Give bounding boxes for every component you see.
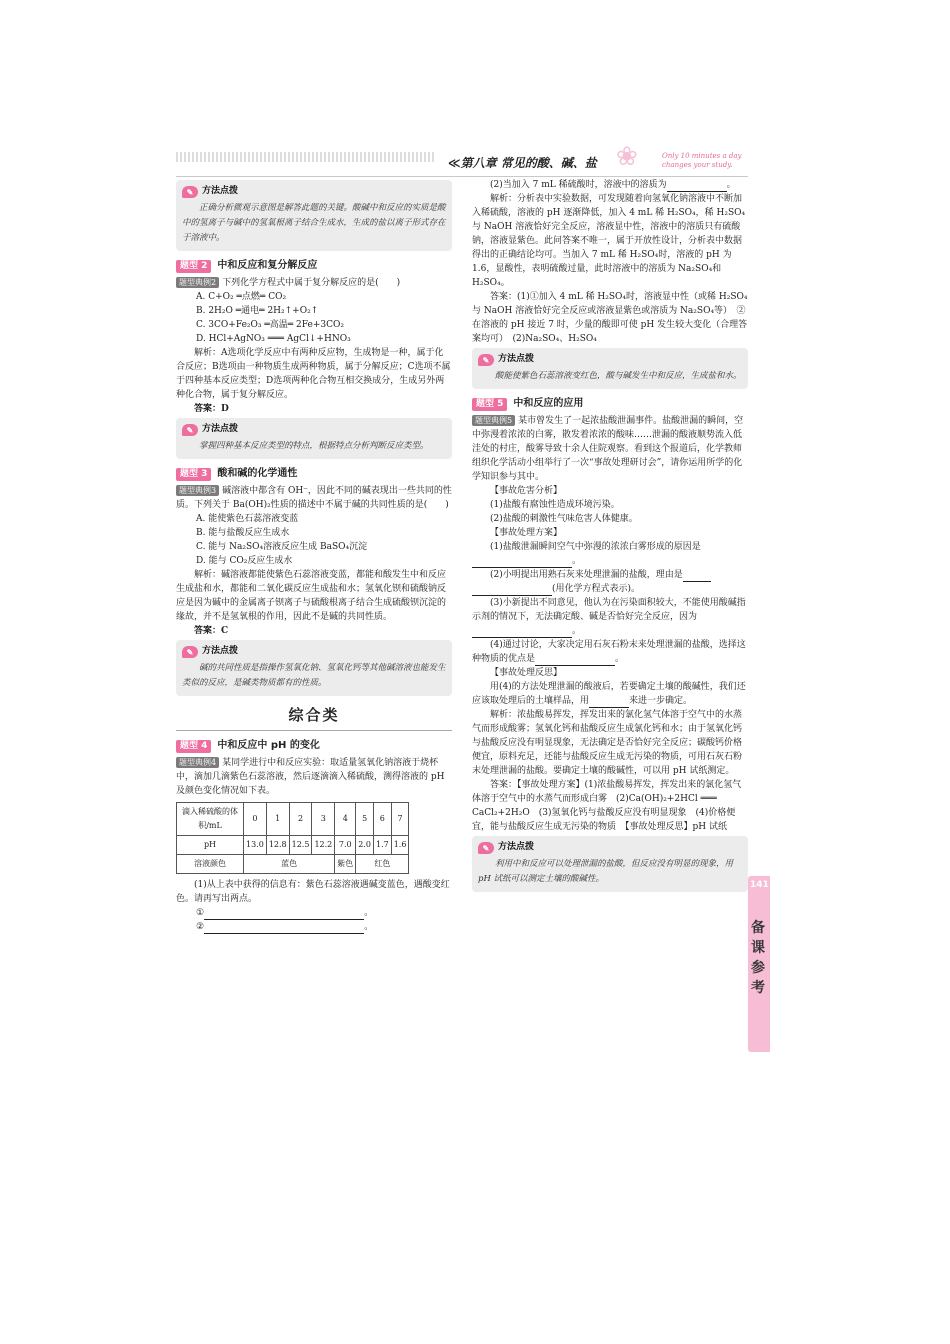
- table-cell: 1: [266, 803, 289, 836]
- left-column: [176, 178, 452, 934]
- example-tag: 题型典例5: [472, 415, 515, 426]
- table-cell: 紫色: [335, 855, 356, 874]
- topic-title: 中和反应的应用: [513, 398, 584, 409]
- speech-bubble-icon: ✎: [182, 186, 198, 198]
- question-text: (2)小明提出用熟石灰来处理泄漏的盐酸，理由是 (用化学方程式表示)。: [472, 568, 748, 596]
- section-title: 综合类: [288, 706, 340, 724]
- topic-heading: [176, 259, 452, 273]
- topic-heading: [176, 739, 452, 753]
- table-cell: 1.7: [373, 836, 391, 855]
- topic-title: 酸和碱的化学通性: [217, 468, 298, 479]
- option-d: D. 能与 CO₂反应生成水: [196, 556, 293, 566]
- method-tip: [176, 640, 452, 696]
- subheading: 【事故处理方案】: [490, 528, 563, 538]
- page-header: [176, 142, 748, 177]
- ph-table: [176, 802, 409, 874]
- table-header: pH: [177, 836, 244, 855]
- blank-line[interactable]: [204, 923, 364, 934]
- tip-text: 碱的共同性质是指操作氢氧化钠、氢氧化钙等其他碱溶液也能发生类似的反应，是碱类物质都有的性质。: [182, 663, 446, 688]
- chapter-title: ≪第八章 常见的酸、碱、盐: [448, 156, 597, 170]
- option-d: D. HCl+AgNO₃ ═══ AgCl↓+HNO₃: [196, 334, 351, 344]
- example-tag: 题型典例2: [176, 277, 219, 288]
- topic-tag: 题型 4: [176, 740, 211, 753]
- option-a: A. C+O₂ ═点燃═ CO₂: [196, 292, 287, 302]
- method-tip: [176, 418, 452, 459]
- table-cell: 2.0: [356, 836, 374, 855]
- question-text: 题型典例3 碱溶液中都含有 OH⁻，因此不同的碱表现出一些共同的性质。下列关于 Ba(OH)₂性质的描述中不属于碱的共同性质的是( ): [176, 486, 452, 510]
- tip-text: 利用中和反应可以处理泄漏的盐酸，但反应没有明显的现象，用 pH 试纸可以测定土壤的酸碱性。: [478, 859, 734, 884]
- table-cell: 蓝色: [244, 855, 335, 874]
- table-cell: 13.0: [244, 836, 267, 855]
- blank-line[interactable]: [204, 909, 364, 920]
- header-slogan: Only 10 minutes a day changes your study.: [662, 152, 742, 169]
- table-cell: 4: [335, 803, 356, 836]
- question-text: (1)盐酸泄漏瞬间空气中弥漫的浓浓白雾形成的原因是。: [472, 540, 748, 568]
- answer-line: ② 。: [196, 922, 374, 932]
- table-header: 滴入稀硫酸的体积/mL: [177, 803, 244, 836]
- tip-text: 正确分析微观示意图是解答此题的关键。酸碱中和反应的实质是酸中的氢离子与碱中的氢氧根离子结合生成水，生成的盐以离子形式存在于溶液中。: [182, 203, 446, 243]
- question-text: (2)当加入 7 mL 稀硫酸时，溶液中的溶质为 。: [490, 180, 736, 190]
- question-text: (3)小新提出不同意见，他认为在污染面积较大，不能使用酸碱指示剂的情况下，无法确定酸、碱是否恰好完全反应，因为。: [472, 598, 746, 636]
- topic-tag: 题型 2: [176, 260, 211, 273]
- list-item: (1)盐酸有腐蚀性造成环境污染。: [490, 500, 620, 510]
- topic-heading: [472, 397, 748, 411]
- page-number: 141: [750, 880, 769, 890]
- question-text: 题型典例4 某同学进行中和反应实验：取适量氢氧化钠溶液于烧杯中，滴加几滴紫色石蕊溶液，然后逐滴滴入稀硫酸，测得溶液的 pH 及颜色变化情况如下表。: [176, 758, 445, 796]
- topic-title: 中和反应中 pH 的变化: [217, 740, 320, 751]
- question-text: 题型典例5 某市曾发生了一起浓盐酸泄漏事件。盐酸泄漏的瞬间，空中弥漫着浓浓的白雾，散发着浓浓的酸味……泄漏的酸液顺势流入低洼处的村庄，酸雾导致十余人住院观察。看到这个报道后，化学教师组织化学活动小组举行了一次“事故处理研讨会”，请你运用所学的化学知识参与其中。: [472, 416, 744, 482]
- speech-bubble-icon: ✎: [478, 354, 494, 366]
- example-tag: 题型典例3: [176, 485, 219, 496]
- blank-line[interactable]: [535, 655, 615, 666]
- answer-text: 答案：【事故处理方案】(1)浓盐酸易挥发，挥发出来的氯化氢气体溶于空气中的水蒸气而形成白雾 (2)Ca(OH)₂+2HCl ═══ CaCl₂+2H₂O (3)氢氧化钙与盐酸反应没有明显现象 (4)价格便宜，能与盐酸反应生成无污染的物质 【事故处理反思】pH 试纸: [472, 780, 742, 832]
- topic-title: 中和反应和复分解反应: [217, 260, 318, 271]
- table-cell: 1.6: [391, 836, 409, 855]
- option-c: C. 3CO+Fe₂O₃ ═高温═ 2Fe+3CO₂: [196, 320, 344, 330]
- blank-line[interactable]: [667, 181, 727, 192]
- table-cell: 12.8: [266, 836, 289, 855]
- answer-line: ① 。: [196, 908, 374, 918]
- question-text: 用(4)的方法处理泄漏的酸液后，若要确定土壤的酸碱性，我们还应该取处理后的土壤样品，用 来进一步确定。: [472, 682, 746, 706]
- table-header: 溶液颜色: [177, 855, 244, 874]
- speech-bubble-icon: ✎: [478, 842, 494, 854]
- divider: [176, 730, 452, 731]
- question-text: 题型典例2 下列化学方程式中属于复分解反应的是( ): [176, 276, 452, 290]
- speech-bubble-icon: ✎: [182, 646, 198, 658]
- tip-text: 酸能使紫色石蕊溶液变红色，酸与碱发生中和反应，生成盐和水。: [495, 371, 742, 381]
- option-b: B. 能与盐酸反应生成水: [196, 528, 290, 538]
- side-label: 备课参考: [751, 920, 765, 996]
- page: [176, 142, 766, 1053]
- table-cell: 7: [391, 803, 409, 836]
- table-cell: 0: [244, 803, 267, 836]
- method-tip: [176, 180, 452, 251]
- table-cell: 2: [289, 803, 312, 836]
- table-cell: 12.5: [289, 836, 312, 855]
- analysis-text: 解析：碱溶液都能使紫色石蕊溶液变蓝，都能和酸发生中和反应生成盐和水，都能和二氧化碳反应生成盐和水；氢氧化钡和硫酸钠反应是因为碱中的金属离子钡离子与硫酸根离子结合生成硫酸钡沉淀的缘故，并不是氢氧根的作用，因此不是碱的共同性质。: [176, 570, 447, 622]
- flower-icon: ❀: [616, 142, 638, 172]
- answer-text: 答案：(1)①加入 4 mL 稀 H₂SO₄时，溶液显中性（或稀 H₂SO₄与 NaOH 溶液恰好完全反应或溶液显紫色或溶质为 Na₂SO₄等） ②在溶液的 pH 接近 7 时，少量的酸即可使 pH 发生较大变化（合理答案均可） (2)Na₂SO₄、H₂SO₄: [472, 292, 748, 344]
- subheading: 【事故危害分析】: [490, 486, 563, 496]
- table-row: [177, 836, 409, 855]
- analysis-text: 解析：浓盐酸易挥发，挥发出来的氯化氢气体溶于空气中的水蒸气而形成酸雾；氢氧化钙和盐酸反应生成氯化钙和水；由于氢氧化钙与盐酸反应没有明显现象，无法确定是否恰好完全反应；碳酸钙价格便宜，原料充足，还能与盐酸反应生成无污染的物质，可用石灰石粉末处理泄漏的盐酸。要确定土壤的酸碱性，可以用 pH 试纸测定。: [472, 710, 743, 776]
- table-row: [177, 855, 409, 874]
- option-a: A. 能使紫色石蕊溶液变蓝: [196, 514, 299, 524]
- example-tag: 题型典例4: [176, 757, 219, 768]
- table-cell: 7.0: [335, 836, 356, 855]
- topic-heading: [176, 467, 452, 481]
- tip-label: 方法点拨: [498, 842, 535, 852]
- blank-line[interactable]: [472, 585, 552, 596]
- right-column: [472, 178, 748, 900]
- method-tip: [472, 348, 748, 389]
- tip-label: 方法点拨: [498, 354, 535, 364]
- question-text: (1)从上表中获得的信息有：紫色石蕊溶液遇碱变蓝色，遇酸变红色。请再写出两点。: [176, 880, 450, 904]
- method-tip: [472, 836, 748, 892]
- blank-line[interactable]: [683, 571, 711, 582]
- tip-label: 方法点拨: [202, 646, 239, 656]
- table-cell: 5: [356, 803, 374, 836]
- blank-line[interactable]: [472, 627, 572, 638]
- header-decoration: [176, 152, 436, 162]
- option-b: B. 2H₂O ═通电═ 2H₂↑+O₂↑: [196, 306, 319, 316]
- blank-line[interactable]: [472, 557, 572, 568]
- tip-label: 方法点拨: [202, 186, 239, 196]
- table-cell: 6: [373, 803, 391, 836]
- analysis-text: 解析：分析表中实验数据，可发现随着向氢氧化钠溶液中不断加入稀硫酸，溶液的 pH 逐渐降低，加入 4 mL 稀 H₂SO₄，稀 H₂SO₄与 NaOH 溶液恰好完全反应，溶液显中性，溶液中的溶质只有硫酸钠，溶液显紫色。此问答案不唯一，属于开放性设计，分析表中数据得出的正确结论均可。当加入 7 mL 稀 H₂SO₄时，溶液的 pH 为 1.6，显酸性，表明硫酸过量，此时溶液中的溶质为 Na₂SO₄和 H₂SO₄。: [472, 194, 746, 288]
- option-c: C. 能与 Na₂SO₄溶液反应生成 BaSO₄沉淀: [196, 542, 368, 552]
- answer-text: 答案：C: [194, 626, 229, 636]
- tip-text: 掌握四种基本反应类型的特点，根据特点分析判断反应类型。: [199, 441, 429, 451]
- subheading: 【事故处理反思】: [490, 668, 563, 678]
- table-row: [177, 803, 409, 836]
- blank-line[interactable]: [589, 697, 629, 708]
- topic-tag: 题型 5: [472, 398, 507, 411]
- topic-tag: 题型 3: [176, 468, 211, 481]
- analysis-text: 解析：A选项化学反应中有两种反应物，生成物是一种，属于化合反应；B选项由一种物质生成两种物质，属于分解反应；C选项不属于四种基本反应类型；D选项两种化合物互相交换成分，生成另外两种化合物，属于复分解反应。: [176, 348, 451, 400]
- tip-label: 方法点拨: [202, 424, 239, 434]
- speech-bubble-icon: ✎: [182, 424, 198, 436]
- side-tab: [748, 876, 770, 1052]
- list-item: (2)盐酸的刺激性气味危害人体健康。: [490, 514, 638, 524]
- table-cell: 3: [312, 803, 335, 836]
- answer-text: 答案：D: [194, 404, 229, 414]
- question-text: (4)通过讨论，大家决定用石灰石粉末来处理泄漏的盐酸，选择这种物质的优点是 。: [472, 640, 746, 664]
- table-cell: 12.2: [312, 836, 335, 855]
- table-cell: 红色: [356, 855, 409, 874]
